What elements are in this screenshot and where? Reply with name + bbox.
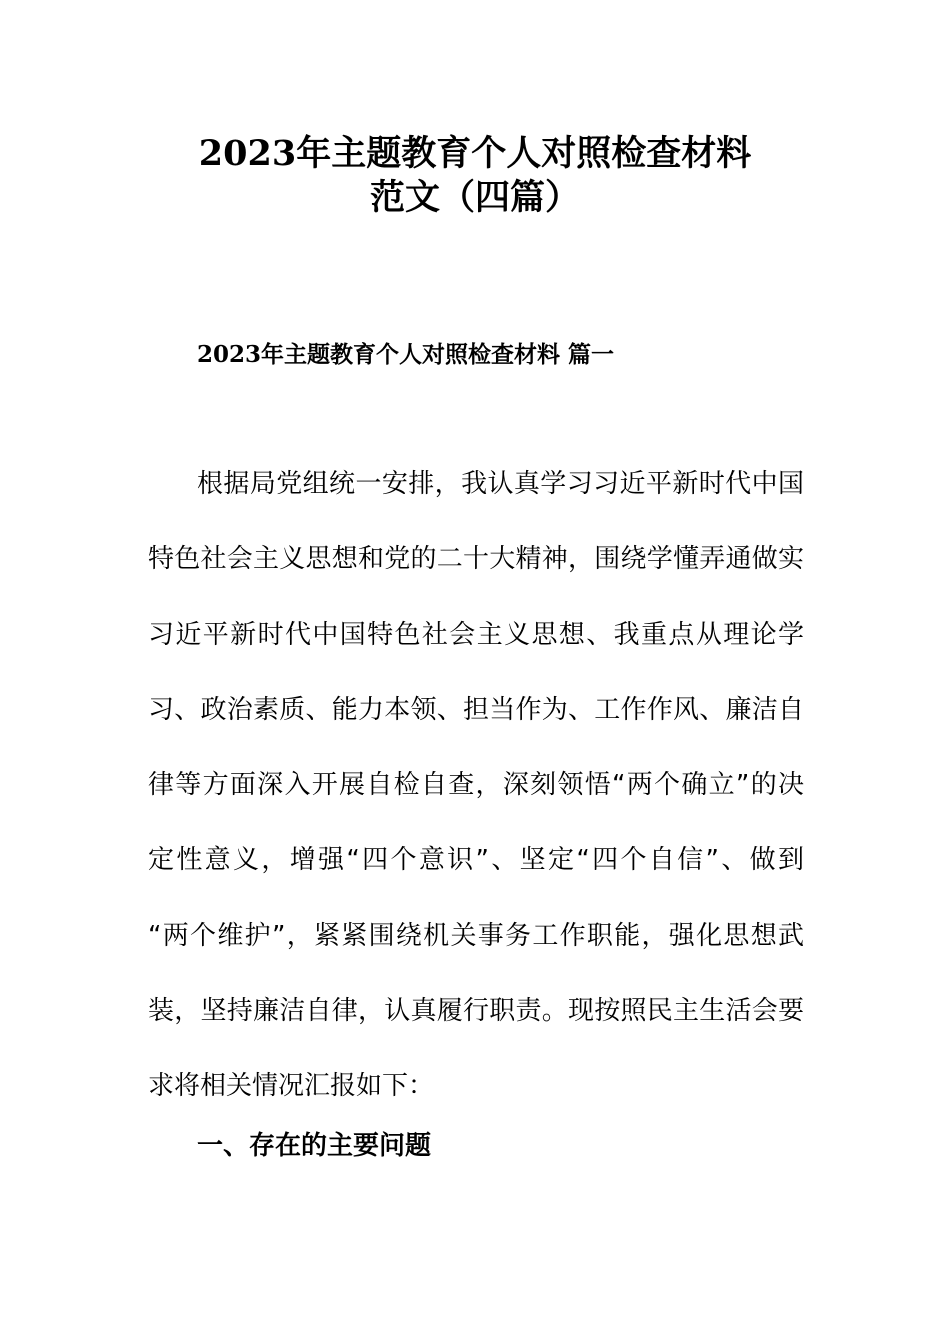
paragraph-line: 定性意义，增强“四个意识”、坚定“四个自信”、做到 xyxy=(148,845,804,875)
paragraph-line: 求将相关情况汇报如下： xyxy=(148,1071,435,1101)
document-title-line-1: 2023年主题教育个人对照检查材料 xyxy=(198,133,752,174)
document-title-line-2: 范文（四篇） xyxy=(369,177,580,218)
paragraph-line: 习、政治素质、能力本领、担当作为、工作作风、廉洁自 xyxy=(148,695,804,725)
paragraph-line: “两个维护”，紧紧围绕机关事务工作职能，强化思想武 xyxy=(148,921,804,951)
paragraph-line: 根据局党组统一安排，我认真学习习近平新时代中国 xyxy=(197,469,804,499)
subheading-main-problems: 一、存在的主要问题 xyxy=(197,1131,432,1161)
paragraph-line: 特色社会主义思想和党的二十大精神，围绕学懂弄通做实 xyxy=(148,544,804,574)
paragraph-line: 装，坚持廉洁自律，认真履行职责。现按照民主生活会要 xyxy=(148,996,804,1026)
paragraph-line: 律等方面深入开展自检自查，深刻领悟“两个确立”的决 xyxy=(148,770,804,800)
paragraph-line: 习近平新时代中国特色社会主义思想、我重点从理论学 xyxy=(148,620,804,650)
section-heading: 2023年主题教育个人对照检查材料 篇一 xyxy=(197,341,615,368)
